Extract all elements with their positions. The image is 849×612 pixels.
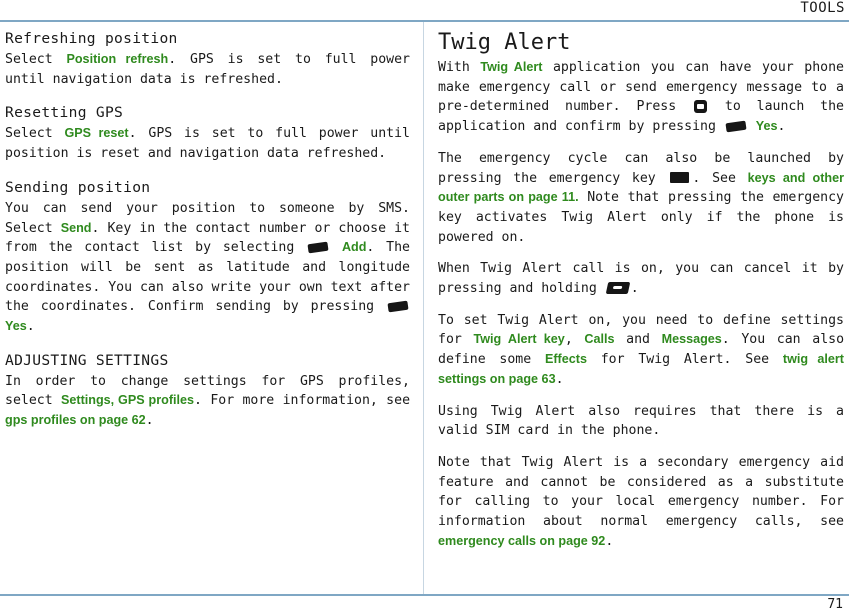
emergency-key-paragraph: [438, 149, 844, 248]
text: . For more information, see: [194, 393, 411, 409]
text: When Twig Alert call is on, you can cancel it by pressing and holding: [438, 261, 844, 297]
keyword-yes: Yes: [5, 319, 27, 334]
text: .: [555, 371, 564, 387]
text: You can send your position to someone by SMS. Select: [5, 200, 410, 236]
mode-key-icon: [694, 100, 707, 113]
text: Note that pressing the emergency key activates Twig Alert only if the phone is powered on.: [438, 190, 844, 245]
cross-reference-keys: keys and other outer parts on page 11.: [438, 170, 845, 205]
page-header: [0, 0, 849, 24]
text: application you can have your phone make emergency call or send emergency message to a pre-determined number. Press: [438, 60, 844, 115]
keyword-yes: Yes: [755, 119, 778, 134]
section-adjusting-settings: [5, 350, 410, 431]
heading-refreshing-position: Refreshing position: [5, 30, 178, 47]
text: . GPS is set to full power until navigation data is refreshed.: [5, 52, 410, 87]
text: and: [614, 332, 662, 348]
text: .: [605, 533, 614, 549]
keyword-twig-alert-key: Twig Alert key: [473, 332, 565, 347]
text: With: [438, 60, 481, 75]
text: In order to change settings for GPS profiles, select: [5, 373, 410, 409]
cross-reference-gps-profiles: gps profiles on page 62: [5, 413, 146, 428]
cross-reference-emergency-calls: emergency calls on page 92: [438, 533, 606, 548]
soft-key-icon: [725, 120, 746, 132]
text: Select: [5, 126, 65, 142]
keyword-twig-alert: Twig Alert: [480, 60, 543, 74]
section-resetting-gps: [5, 102, 410, 163]
heading-sending-position: Sending position: [5, 178, 151, 196]
text: to launch the application and confirm by pressing: [438, 99, 844, 135]
text: for Twig Alert. See: [586, 352, 783, 368]
keyword-messages: Messages: [661, 332, 722, 347]
column-divider: [423, 22, 424, 594]
cancel-call-paragraph: [438, 259, 844, 298]
footer-rule: [0, 594, 849, 596]
text: . Key in the contact number or choose it from the contact list by selecting: [5, 220, 410, 256]
heading-resetting-gps: Resetting GPS: [5, 104, 124, 122]
text: . You can also define some: [438, 332, 845, 368]
refresh-paragraph: [5, 50, 410, 89]
text: .: [26, 319, 35, 335]
text: . GPS is set to full power until position is reset and navigation data refreshed.: [5, 126, 410, 162]
text: .: [630, 281, 639, 297]
emergency-key-icon: [670, 172, 689, 183]
soft-key-icon: [308, 241, 329, 253]
right-column: [438, 28, 844, 563]
keyword-effects: Effects: [544, 352, 587, 367]
text: . See: [692, 170, 748, 186]
section-sending-position: [5, 177, 410, 337]
header-rule: [0, 20, 849, 22]
text: .: [145, 413, 154, 429]
settings-paragraph: [438, 311, 844, 390]
keyword-settings-gps-profiles: Settings, GPS profiles: [60, 393, 195, 408]
keyword-send: Send: [60, 220, 92, 235]
section-title: TOOLS: [800, 0, 845, 16]
text: . The position will be sent as latitude and longitude coordinates. You can also write your own text after the coordinates. Confirm sending by pressing: [5, 240, 410, 315]
sim-card-paragraph: Using Twig Alert also requires that there is a valid SIM card in the phone.: [438, 403, 844, 439]
twig-alert-intro: [438, 58, 844, 137]
cross-reference-twig-alert-settings: twig alert settings on page 63: [438, 352, 844, 386]
text: .: [777, 119, 786, 135]
soft-key-icon: [387, 300, 408, 312]
send-paragraph: [5, 199, 410, 337]
secondary-aid-paragraph: [438, 453, 844, 552]
text: The emergency cycle can also be launched by pressing the emergency key: [438, 150, 844, 186]
text: Select: [5, 52, 67, 67]
text: ,: [564, 332, 585, 348]
keyword-position-refresh: Position refresh: [66, 52, 169, 66]
adjust-paragraph: [5, 372, 410, 431]
heading-adjusting-settings: ADJUSTING SETTINGS: [5, 351, 169, 369]
keyword-calls: Calls: [584, 332, 615, 347]
page-number: 71: [827, 597, 843, 612]
heading-twig-alert: Twig Alert: [438, 30, 571, 55]
section-refreshing-position: [5, 28, 410, 89]
end-key-icon: [605, 282, 630, 294]
text: Note that Twig Alert is a secondary emergency aid feature and cannot be considered as a substitute for calling to your local emergency number. For information about normal emergency calls, see: [438, 454, 844, 530]
reset-paragraph: [5, 124, 410, 163]
keyword-add: Add: [341, 240, 367, 255]
text: To set Twig Alert on, you need to define settings for: [438, 312, 844, 348]
left-column: [5, 28, 410, 444]
keyword-gps-reset: GPS reset: [64, 126, 129, 141]
